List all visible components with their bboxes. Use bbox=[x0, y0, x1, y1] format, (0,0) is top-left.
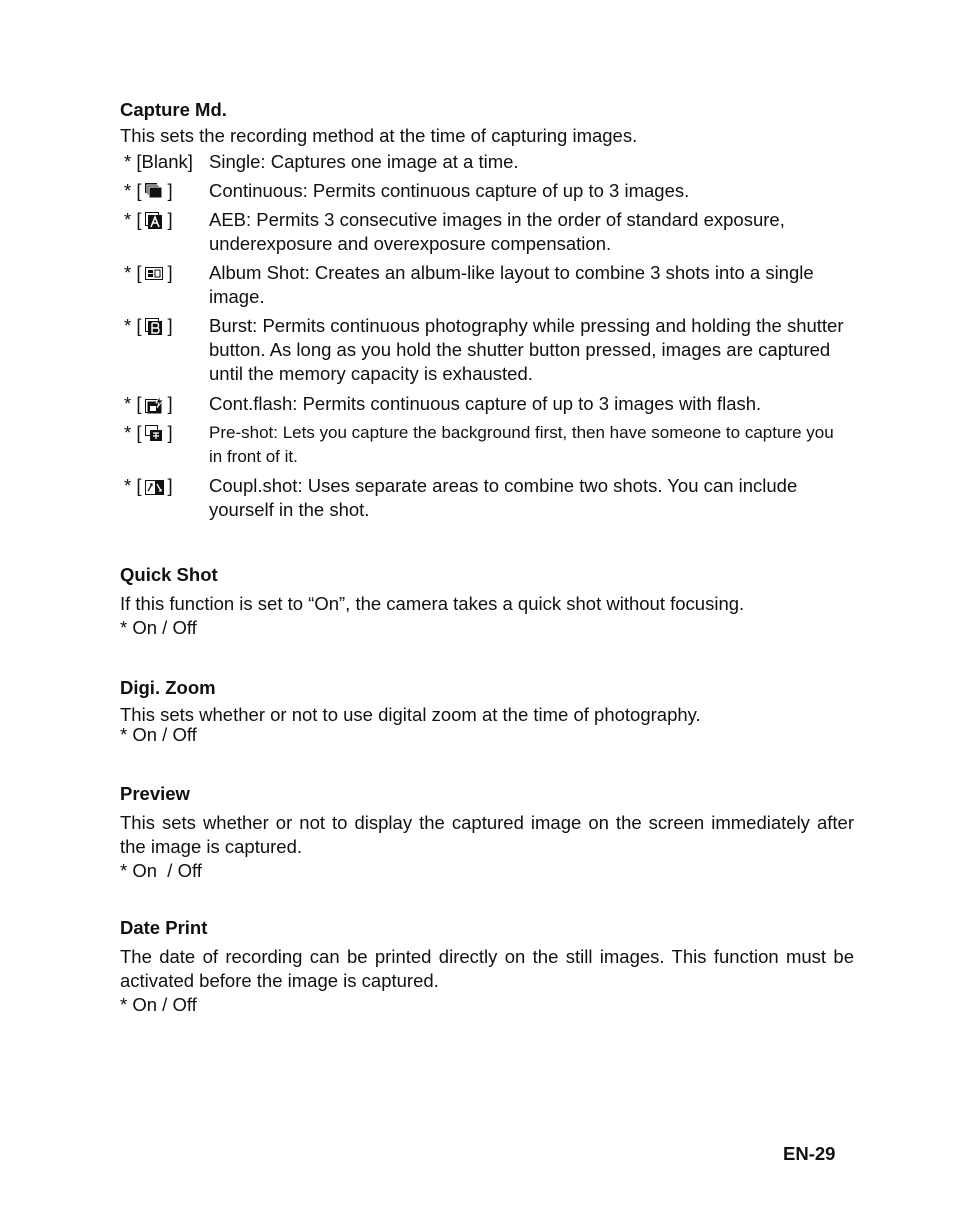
item-marker: * [ ] bbox=[124, 209, 173, 230]
quick-shot-description: If this function is set to “On”, the camera takes a quick shot without focusing. bbox=[120, 593, 745, 614]
preview-section bbox=[120, 782, 854, 883]
capture-mode-section bbox=[120, 98, 854, 148]
date-print-options: * On / Off bbox=[120, 994, 197, 1015]
pre-shot-icon bbox=[145, 425, 163, 441]
item-marker: * [ ] bbox=[124, 422, 173, 443]
quick-shot-section bbox=[120, 563, 854, 640]
preview-options: * On / Off bbox=[120, 860, 202, 881]
item-marker: * [Blank] bbox=[124, 151, 193, 172]
date-print-description: The date of recording can be printed directly on the still images. This function must be activated before the image is captured. bbox=[120, 946, 854, 991]
item-text: Pre-shot: Lets you capture the background first, then have someone to capture you in front of it. bbox=[209, 423, 834, 466]
album-shot-icon bbox=[145, 265, 163, 281]
cont-flash-icon bbox=[145, 396, 163, 412]
preview-description: This sets whether or not to display the captured image on the screen immediately after the image is captured. bbox=[120, 812, 854, 857]
quick-shot-options: * On / Off bbox=[120, 617, 197, 638]
date-print-section bbox=[120, 916, 854, 1017]
item-text: Album Shot: Creates an album-like layout to combine 3 shots into a single image. bbox=[209, 262, 814, 307]
burst-icon bbox=[145, 318, 163, 334]
preview-heading: Preview bbox=[120, 783, 190, 804]
continuous-icon bbox=[145, 183, 163, 199]
page-number: EN-29 bbox=[783, 1143, 836, 1164]
aeb-icon bbox=[145, 212, 163, 228]
date-print-heading: Date Print bbox=[120, 917, 208, 938]
item-marker: * [ ] bbox=[124, 180, 173, 201]
capture-mode-intro: This sets the recording method at the time of capturing images. bbox=[120, 125, 638, 146]
item-text: Continuous: Permits continuous capture of up to 3 images. bbox=[209, 180, 690, 201]
item-marker: * [ ] bbox=[124, 315, 173, 336]
capture-mode-heading: Capture Md. bbox=[120, 99, 227, 120]
quick-shot-heading: Quick Shot bbox=[120, 564, 218, 585]
item-marker: * [ ] bbox=[124, 262, 173, 283]
item-text: Cont.flash: Permits continuous capture of up to 3 images with flash. bbox=[209, 393, 762, 414]
digi-zoom-description: This sets whether or not to use digital zoom at the time of photography. bbox=[120, 704, 701, 725]
digi-zoom-options: * On / Off bbox=[120, 724, 197, 745]
item-text: Single: Captures one image at a time. bbox=[209, 151, 519, 172]
coupl-shot-icon bbox=[145, 478, 163, 494]
item-marker: * [ ] bbox=[124, 393, 173, 414]
item-marker: * [ ] bbox=[124, 475, 173, 496]
item-text: AEB: Permits 3 consecutive images in the order of standard exposure, underexposure and overexposure compensation. bbox=[209, 209, 785, 254]
item-text: Coupl.shot: Uses separate areas to combine two shots. You can include yourself in the shot. bbox=[209, 475, 798, 520]
item-text: Burst: Permits continuous photography while pressing and holding the shutter button. As long as you hold the shutter button pressed, images are captured until the memory capacity is exhausted. bbox=[209, 315, 844, 384]
digi-zoom-heading: Digi. Zoom bbox=[120, 677, 216, 698]
digi-zoom-section bbox=[120, 676, 854, 745]
